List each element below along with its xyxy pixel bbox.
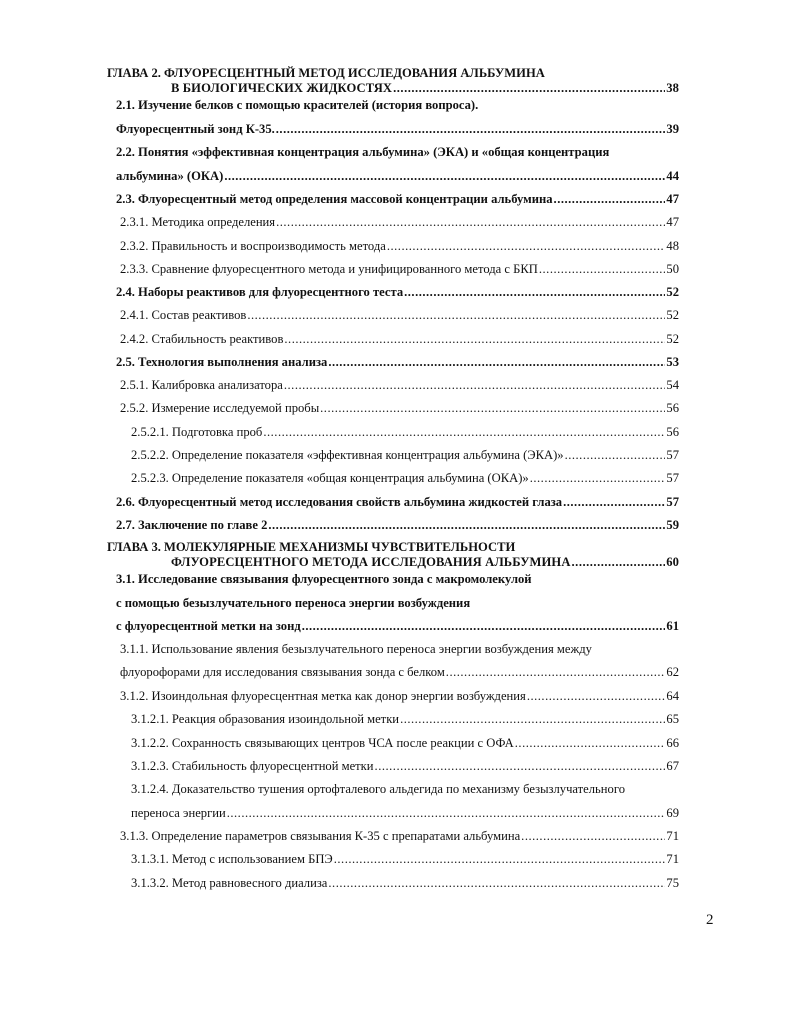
toc-entry-chapter-2[interactable] [171, 80, 679, 96]
toc-entry-2-5-2-3[interactable] [131, 470, 679, 486]
toc-entry-page: 61 [666, 619, 679, 633]
toc-entry-2-4-2[interactable] [120, 331, 679, 347]
toc-entry-title: альбумина» (ОКА) [116, 169, 224, 183]
toc-entry-3-1-line-1[interactable] [116, 571, 679, 587]
toc-entry-title: 2.5.2.3. Определение показателя «общая концентрация альбумина (ОКА)» [131, 471, 529, 485]
dot-leader [400, 711, 665, 727]
toc-entry-page: 71 [666, 852, 679, 866]
toc-entry-page: 71 [666, 829, 679, 843]
dot-leader [387, 238, 666, 254]
toc-entry-3-1-2-3[interactable] [131, 758, 679, 774]
dot-leader [284, 331, 665, 347]
chapter-3-title-line-1: ГЛАВА 3. МОЛЕКУЛЯРНЫЕ МЕХАНИЗМЫ ЧУВСТВИТЕЛЬНОСТИ [107, 540, 516, 554]
toc-entry-title: Флуоресцентный зонд К-35. [116, 122, 275, 136]
toc-entry-3-1-line-2[interactable] [116, 595, 679, 611]
dot-leader [328, 354, 665, 370]
toc-entry-chapter-3[interactable] [171, 554, 679, 570]
toc-entry-title: 2.5.2.1. Подготовка проб [131, 425, 263, 439]
toc-entry-title: 3.1.3.1. Метод с использованием БПЭ [131, 852, 333, 866]
dot-leader [521, 828, 665, 844]
dot-leader [530, 470, 666, 486]
toc-entry-2-1[interactable] [116, 121, 679, 137]
toc-entry-3-1-2-4[interactable] [131, 805, 679, 821]
toc-entry-3-1-2[interactable] [120, 688, 679, 704]
toc-entry-2-3-1[interactable] [120, 214, 679, 230]
toc-entry-page: 56 [666, 425, 679, 439]
toc-entry-title: 3.1.1. Использование явления безызлучательного переноса энергии возбуждения между [120, 642, 592, 656]
toc-entry-page: 52 [666, 308, 679, 322]
toc-entry-page: 38 [666, 81, 679, 95]
toc-entry-page: 65 [666, 712, 679, 726]
toc-entry-title: 3.1.2.2. Сохранность связывающих центров ЧСА после реакции с ОФА [131, 736, 514, 750]
toc-entry-page: 60 [666, 555, 679, 569]
toc-entry-2-1-line-1[interactable] [116, 97, 679, 113]
toc-entry-title: 2.3.1. Методика определения [120, 215, 276, 229]
toc-entry-page: 39 [666, 122, 679, 136]
toc-entry-page: 64 [666, 689, 679, 703]
toc-entry-page: 69 [666, 806, 679, 820]
toc-entry-title: 2.5. Технология выполнения анализа [116, 355, 328, 369]
toc-entry-2-3-2[interactable] [120, 238, 679, 254]
toc-entry-title: 3.1.2. Изоиндольная флуоресцентная метка как донор энергии возбуждения [120, 689, 526, 703]
toc-entry-2-7[interactable] [116, 517, 679, 533]
dot-leader [393, 80, 665, 96]
toc-entry-title: 2.5.2.2. Определение показателя «эффективная концентрация альбумина (ЭКА)» [131, 448, 564, 462]
toc-entry-page: 57 [666, 471, 679, 485]
toc-entry-3-1[interactable] [116, 618, 679, 634]
toc-entry-title: 3.1.2.3. Стабильность флуоресцентной метки [131, 759, 374, 773]
toc-entry-page: 47 [666, 215, 679, 229]
toc-entry-title: 2.2. Понятия «эффективная концентрация альбумина» (ЭКА) и «общая концентрация [116, 145, 610, 159]
toc-entry-title: 3.1.2.1. Реакция образования изоиндольной метки [131, 712, 400, 726]
dot-leader [515, 735, 666, 751]
dot-leader [320, 400, 665, 416]
toc-entry-title: 2.3.2. Правильность и воспроизводимость метода [120, 239, 386, 253]
dot-leader [563, 494, 665, 510]
toc-entry-title: 3.1.3.2. Метод равновесного диализа [131, 876, 328, 890]
toc-entry-page: 66 [666, 736, 679, 750]
toc-entry-2-4[interactable] [116, 284, 679, 300]
toc-entry-page: 44 [666, 169, 679, 183]
toc-entry-page: 67 [666, 759, 679, 773]
dot-leader [302, 618, 666, 634]
dot-leader [328, 875, 665, 891]
dot-leader [334, 851, 666, 867]
toc-entry-page: 53 [666, 355, 679, 369]
dot-leader [572, 554, 666, 570]
toc-entry-page: 50 [666, 262, 679, 276]
toc-entry-page: 54 [666, 378, 679, 392]
toc-entry-3-1-1-line-1[interactable] [120, 641, 679, 657]
toc-entry-page: 57 [666, 495, 679, 509]
toc-entry-title: с флуоресцентной метки на зонд [116, 619, 301, 633]
toc-entry-title: 2.1. Изучение белков с помощью красителей (история вопроса). [116, 98, 479, 112]
toc-entry-page: 52 [666, 285, 679, 299]
toc-entry-title: В БИОЛОГИЧЕСКИХ ЖИДКОСТЯХ [171, 81, 393, 95]
dot-leader [404, 284, 665, 300]
toc-entry-title: 3.1.3. Определение параметров связывания К-35 с препаратами альбумина [120, 829, 521, 843]
dot-leader [527, 688, 666, 704]
dot-leader [227, 805, 666, 821]
toc-entry-3-1-2-2[interactable] [131, 735, 679, 751]
dot-leader [224, 168, 665, 184]
toc-entry-2-3-3[interactable] [120, 261, 679, 277]
toc-entry-2-2[interactable] [116, 168, 679, 184]
toc-entry-2-3[interactable] [116, 191, 679, 207]
dot-leader [268, 517, 665, 533]
dot-leader [446, 664, 666, 680]
toc-entry-title: флуорофорами для исследования связывания зонда с белком [120, 665, 445, 679]
dot-leader [276, 121, 666, 137]
toc-entry-page: 59 [666, 518, 679, 532]
toc-entry-title: 2.3.3. Сравнение флуоресцентного метода и унифицированного метода с БКП [120, 262, 538, 276]
toc-entry-2-4-1[interactable] [120, 307, 679, 323]
toc-entry-title: 3.1.2.4. Доказательство тушения ортофталевого альдегида по механизму безызлучательного [131, 782, 625, 796]
toc-entry-page: 75 [666, 876, 679, 890]
page-number: 2 [706, 912, 714, 928]
toc-entry-title: 2.6. Флуоресцентный метод исследования свойств альбумина жидкостей глаза [116, 495, 563, 509]
toc-entry-title: переноса энергии [131, 806, 226, 820]
toc-entry-title: 2.7. Заключение по главе 2 [116, 518, 268, 532]
toc-entry-3-1-3-1[interactable] [131, 851, 679, 867]
dot-leader [284, 377, 666, 393]
toc-entry-3-1-3[interactable] [120, 828, 679, 844]
toc-entry-title: 2.3. Флуоресцентный метод определения массовой концентрации альбумина [116, 192, 553, 206]
dot-leader [539, 261, 666, 277]
dot-leader [565, 447, 666, 463]
toc-entry-2-5-2-1[interactable] [131, 424, 679, 440]
toc-entry-3-1-3-2[interactable] [131, 875, 679, 891]
toc-entry-2-5-1[interactable] [120, 377, 679, 393]
toc-entry-2-5-2-2[interactable] [131, 447, 679, 463]
toc-entry-2-5[interactable] [116, 354, 679, 370]
toc-entry-3-1-2-1[interactable] [131, 711, 679, 727]
chapter-2-title-line-1: ГЛАВА 2. ФЛУОРЕСЦЕНТНЫЙ МЕТОД ИССЛЕДОВАНИЯ АЛЬБУМИНА [107, 66, 545, 80]
toc-entry-title: 2.5.1. Калибровка анализатора [120, 378, 283, 392]
toc-entry-2-5-2[interactable] [120, 400, 679, 416]
toc-entry-page: 56 [666, 401, 679, 415]
toc-entry-title: 2.5.2. Измерение исследуемой пробы [120, 401, 320, 415]
toc-entry-page: 62 [666, 665, 679, 679]
toc-entry-page: 47 [666, 192, 679, 206]
dot-leader [247, 307, 665, 323]
dot-leader [276, 214, 665, 230]
dot-leader [263, 424, 665, 440]
toc-entry-title: 2.4. Наборы реактивов для флуоресцентного теста [116, 285, 404, 299]
toc-entry-3-1-1[interactable] [120, 664, 679, 680]
dot-leader [375, 758, 666, 774]
toc-entry-page: 52 [666, 332, 679, 346]
toc-entry-title: ФЛУОРЕСЦЕНТНОГО МЕТОДА ИССЛЕДОВАНИЯ АЛЬБУМИНА [171, 555, 571, 569]
toc-entry-title: 3.1. Исследование связывания флуоресцентного зонда с макромолекулой [116, 572, 532, 586]
toc-entry-page: 48 [666, 239, 679, 253]
toc-entry-title: 2.4.2. Стабильность реактивов [120, 332, 284, 346]
toc-entry-title: с помощью безызлучательного переноса энергии возбуждения [116, 596, 471, 610]
toc-entry-2-2-line-1[interactable] [116, 144, 679, 160]
dot-leader [554, 191, 666, 207]
toc-entry-3-1-2-4-line-1[interactable] [131, 781, 691, 797]
toc-entry-page: 57 [666, 448, 679, 462]
toc-entry-2-6[interactable] [116, 494, 679, 510]
toc-entry-title: 2.4.1. Состав реактивов [120, 308, 247, 322]
